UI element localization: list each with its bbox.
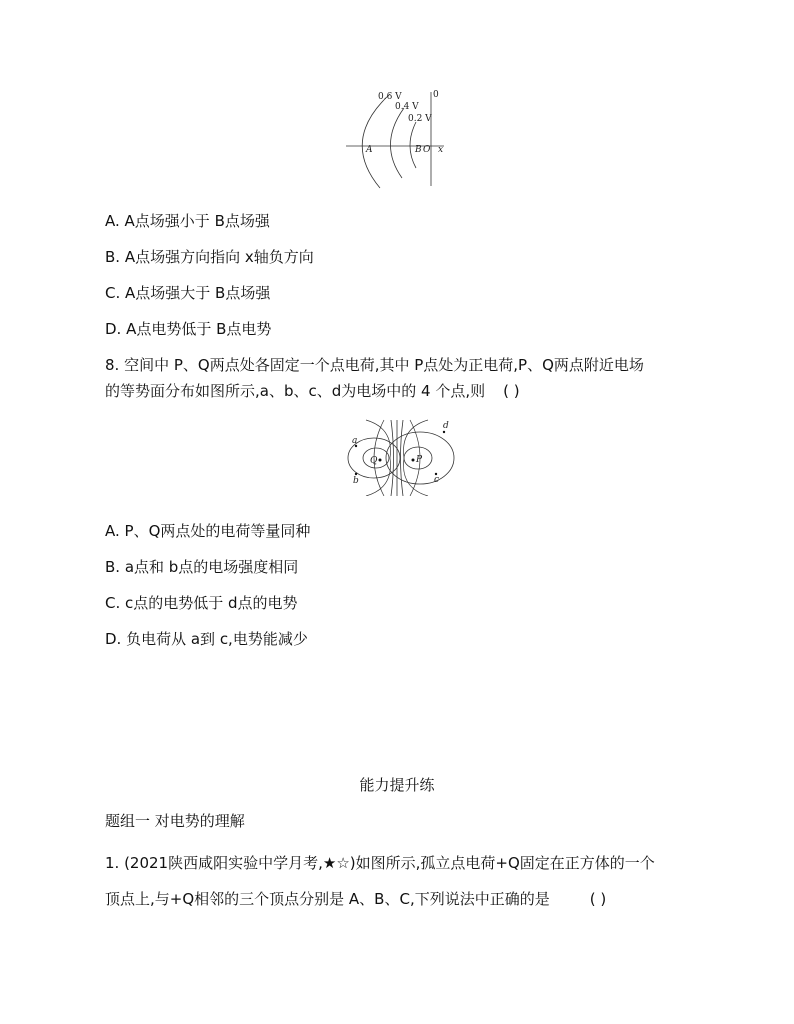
q1-stem-text: 顶点上,与+Q相邻的三个顶点分别是 A、B、C,下列说法中正确的是	[105, 890, 550, 908]
pq-equipotential-figure	[334, 418, 460, 496]
label-b: b	[353, 476, 359, 486]
center-curve-left	[391, 420, 394, 496]
q7-option-c: C. A点场强大于 B点场强	[105, 284, 271, 302]
arc-0.6v	[362, 94, 390, 188]
equipotential-figure	[340, 88, 450, 190]
q7-option-a: A. A点场强小于 B点场强	[105, 212, 270, 230]
center-curve-right	[401, 420, 404, 496]
group-heading: 题组一 对电势的理解	[105, 812, 245, 830]
q8-option-b: B. a点和 b点的电场强度相同	[105, 558, 299, 576]
label-c: c	[434, 475, 440, 485]
p-charge-dot	[412, 459, 415, 462]
q7-option-d: D. A点电势低于 B点电势	[105, 320, 272, 338]
label-Q: Q	[370, 456, 378, 466]
q8-stem-line2	[105, 379, 520, 403]
label-0.4v: 0.4 V	[395, 102, 419, 112]
q-charge-dot	[379, 459, 382, 462]
point-b	[355, 473, 357, 475]
q8-option-a: A. P、Q两点处的电荷等量同种	[105, 522, 311, 540]
q8-stem-line1: 8. 空间中 P、Q两点处各固定一个点电荷,其中 P点处为正电荷,P、Q两点附近电场	[105, 356, 644, 374]
arc-0.4v	[390, 108, 404, 178]
label-x: x	[438, 145, 444, 155]
label-P: P	[416, 455, 423, 465]
label-d: d	[443, 421, 449, 431]
q8-stem-text: 的等势面分布如图所示,a、b、c、d为电场中的 4 个点,则	[105, 382, 486, 400]
label-a: a	[352, 436, 358, 446]
label-0.6v: 0.6 V	[378, 92, 402, 102]
q8-answer-paren: ( )	[503, 382, 520, 400]
label-0.2v: 0.2 V	[408, 114, 432, 124]
q1-stem-line2	[105, 887, 606, 911]
q1-answer-paren: ( )	[589, 890, 607, 908]
q7-option-b: B. A点场强方向指向 x轴负方向	[105, 248, 314, 266]
q8-option-c: C. c点的电势低于 d点的电势	[105, 594, 298, 612]
q1-stem-line1: 1. (2021陕西咸阳实验中学月考,★☆)如图所示,孤立点电荷+Q固定在正方体的一个	[105, 854, 655, 872]
section-title: 能力提升练	[359, 776, 435, 794]
label-A: A	[366, 145, 373, 155]
point-d	[443, 431, 445, 433]
q8-option-d: D. 负电荷从 a到 c,电势能减少	[105, 630, 308, 648]
label-zero: 0	[433, 90, 439, 100]
label-O: O	[423, 145, 431, 155]
label-B: B	[415, 145, 422, 155]
